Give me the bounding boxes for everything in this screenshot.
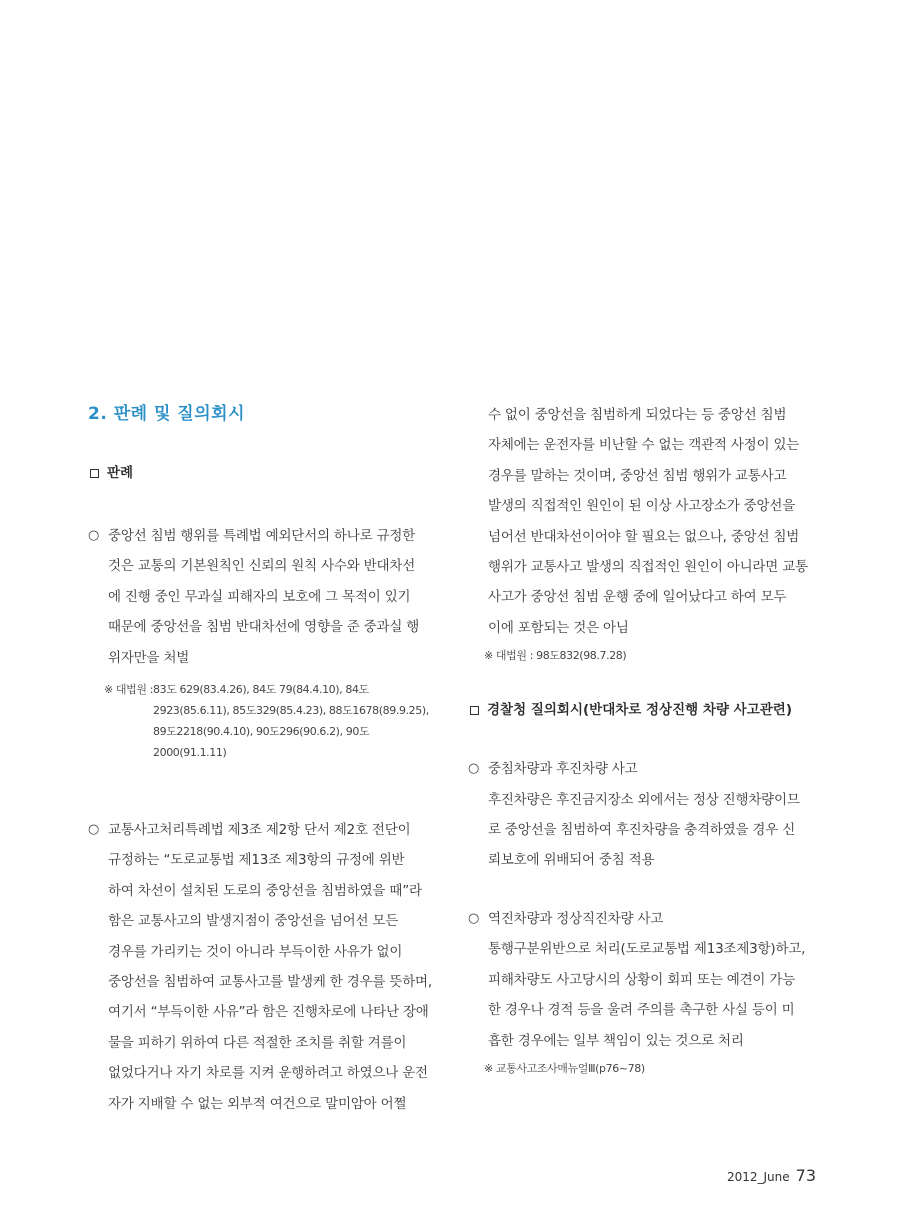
- text-line: 물을 피하기 위하여 다른 적절한 조치를 취할 겨를이: [108, 1034, 407, 1051]
- text-line: 발생의 직접적인 원인이 된 이상 사고장소가 중앙선을: [488, 498, 796, 515]
- police-heading-text: 경찰청 질의회시(반대차로 정상진행 차량 사고관련): [487, 702, 792, 719]
- note-line: 2000(91.1.11): [153, 746, 227, 760]
- circle-bullet-icon: ○: [468, 910, 480, 926]
- page-number: 73: [795, 1166, 816, 1185]
- note-line: 83도 629(83.4.26), 84도 79(84.4.10), 84도: [153, 683, 369, 697]
- circle-bullet-icon: ○: [88, 528, 100, 543]
- case-heading: [88, 463, 438, 483]
- text-line: 이에 포함되는 것은 아님: [488, 619, 629, 636]
- court-note-1: [88, 679, 438, 763]
- police-item-2: [468, 904, 818, 1056]
- continued-paragraph: [468, 400, 818, 643]
- case-heading-text: 판례: [107, 465, 134, 481]
- text-line: 경우를 가리키는 것이 아니라 부득이한 사유가 없이: [108, 943, 403, 960]
- text-line: 넘어선 반대차선이어야 할 필요는 없으나, 중앙선 침범: [488, 528, 800, 545]
- text-line: 것은 교통의 기본원칙인 신뢰의 원칙 사수와 반대차선: [108, 558, 416, 575]
- text-line: 중앙선 침범 행위를 특례법 예외단서의 하나로 규정한: [108, 528, 416, 544]
- text-line: 교통사고처리특례법 제3조 제2항 단서 제2호 전단이: [108, 822, 411, 839]
- text-line: 자체에는 운전자를 비난할 수 없는 객관적 사정이 있는: [488, 437, 800, 454]
- text-line: 후진차량은 후진금지장소 외에서는 정상 진행차량이므: [488, 791, 800, 808]
- text-line: 흡한 경우에는 일부 책임이 있는 것으로 처리: [488, 1032, 744, 1049]
- note-label: ※ 대법원 :: [104, 683, 153, 697]
- text-line: 행위가 교통사고 발생의 직접적인 원인이 아니라면 교통: [488, 559, 808, 576]
- item-title: 중침차량과 후진차량 사고: [488, 761, 638, 778]
- court-note-2: [468, 645, 818, 666]
- page-footer: [727, 1166, 816, 1185]
- circle-bullet-icon: ○: [88, 822, 100, 838]
- text-line: 하여 차선이 설치된 도로의 중앙선을 침범하였을 때”라: [108, 882, 422, 899]
- text-line: 뢰보호에 위배되어 중침 적용: [488, 852, 655, 869]
- manual-note: [468, 1058, 818, 1079]
- text-line: 피해차량도 사고당시의 상황이 회피 또는 예견이 가능: [488, 971, 796, 988]
- case-item-2: [88, 815, 438, 1119]
- circle-bullet-icon: ○: [468, 761, 480, 777]
- text-line: 에 진행 중인 무과실 피해자의 보호에 그 목적이 있기: [108, 588, 411, 605]
- text-line: 중앙선을 침범하여 교통사고를 발생케 한 경우를 뜻하며,: [108, 974, 432, 991]
- text-line: 없었다거나 자기 차로를 지켜 운행하려고 하였으나 운전: [108, 1065, 428, 1082]
- text-line: 경우를 말하는 것이며, 중앙선 침범 행위가 교통사고: [488, 467, 787, 484]
- text-line: 때문에 중앙선을 침범 반대차선에 영향을 준 중과실 행: [108, 619, 420, 636]
- text-line: 규정하는 “도로교통법 제13조 제3항의 규정에 위반: [108, 852, 405, 869]
- police-item-1: [468, 754, 818, 876]
- square-bullet-icon: [90, 469, 99, 478]
- item-title: 역진차량과 정상직진차량 사고: [488, 910, 664, 927]
- text-line: 사고가 중앙선 침범 운행 중에 일어났다고 하여 모두: [488, 589, 787, 606]
- case-item-1: [88, 521, 438, 673]
- right-column: [468, 400, 818, 1079]
- text-line: 한 경우나 경적 등을 울려 주의를 촉구한 사실 등이 미: [488, 1002, 795, 1019]
- text-line: 함은 교통사고의 발생지점이 중앙선을 넘어선 모든: [108, 913, 399, 930]
- note-text: ※ 교통사고조사매뉴얼Ⅲ(p76~78): [484, 1061, 645, 1075]
- note-line: 2923(85.6.11), 85도329(85.4.23), 88도1678(89.9.25),: [153, 704, 429, 718]
- issue-label: 2012_June: [726, 1170, 790, 1184]
- square-bullet-icon: [470, 706, 479, 715]
- text-line: 위자만을 처벌: [108, 649, 190, 666]
- note-text: ※ 대법원 : 98도832(98.7.28): [484, 649, 627, 663]
- text-line: 여기서 “부득이한 사유”라 함은 진행차로에 나타난 장애: [108, 1004, 429, 1021]
- text-line: 로 중앙선을 침범하여 후진차량을 충격하였을 경우 신: [488, 822, 796, 839]
- text-line: 자가 지배할 수 없는 외부적 여건으로 말미암아 어쩔: [108, 1095, 407, 1112]
- text-line: 통행구분위반으로 처리(도로교통법 제13조제3항)하고,: [488, 941, 806, 958]
- police-heading: [468, 700, 818, 720]
- section-title: 2. 판례 및 질의회시: [88, 404, 245, 424]
- note-line: 89도2218(90.4.10), 90도296(90.6.2), 90도: [153, 725, 370, 739]
- text-line: 수 없이 중앙선을 침범하게 되었다는 등 중앙선 침범: [488, 407, 787, 423]
- left-column: [88, 400, 438, 1119]
